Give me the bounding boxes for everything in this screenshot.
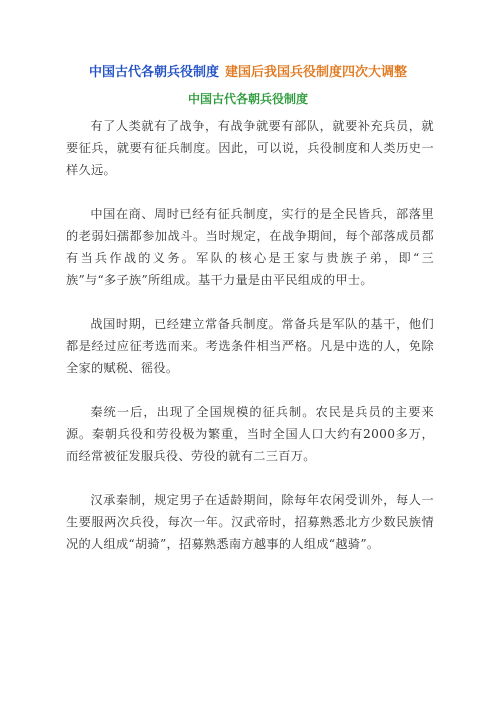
paragraph-4: 秦统一后，出现了全国规模的征兵制。农民是兵员的主要来源。秦朝兵役和劳役极为繁重，当时全国人口大约有2000多万，而经常被征发服兵役、劳役的就有二三百万。 — [66, 405, 434, 463]
paragraph-1: 有了人类就有了战争，有战争就要有部队，就要补充兵员，就要征兵，就要有征兵制度。因此，可以说，兵役制度和人类历史一样久远。 — [66, 119, 434, 177]
document-subtitle: 中国古代各朝兵役制度 — [187, 92, 308, 106]
paragraph-2: 中国在商、周时已经有征兵制度，实行的是全民皆兵，部落里的老弱妇孺都参加战斗。当时规定，在战争期间，每个部落成员都有当兵作战的义务。军队的核心是王家与贵族子弟，即“三族”与“多子族”所组成。基干力量是由平民组成的甲士。 — [66, 207, 434, 287]
document-title — [0, 64, 496, 82]
title-link-modern-adjustments[interactable]: 建国后我国兵役制度四次大调整 — [225, 65, 408, 80]
paragraph-3: 战国时期，已经建立常备兵制度。常备兵是军队的基干，他们都是经过应征考选而来。考选条件相当严格。凡是中选的人，免除全家的赋税、徭役。 — [66, 317, 434, 375]
title-link-ancient-conscription[interactable]: 中国古代各朝兵役制度 — [88, 65, 219, 80]
paragraph-5: 汉承秦制，规定男子在适龄期间，除每年农闲受训外，每人一生要服两次兵役，每次一年。汉武帝时，招募熟悉北方少数民族情况的人组成“胡骑”，招募熟悉南方越事的人组成“越骑”。 — [66, 493, 434, 551]
document-body — [66, 115, 434, 577]
